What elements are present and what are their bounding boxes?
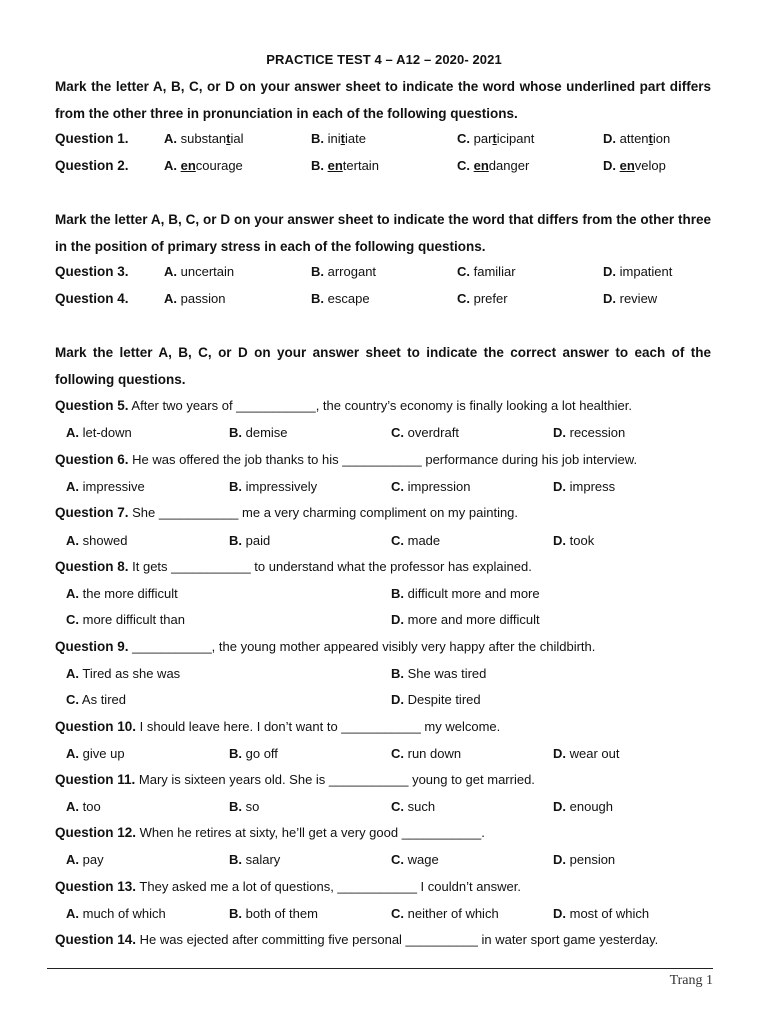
- question-1: [55, 131, 715, 157]
- question-13: Question 13. They asked me a lot of questions, ___________ I couldn’t answer.: [55, 879, 522, 894]
- option-a: A. Tired as she was: [66, 666, 181, 681]
- option-b: B. go off: [229, 746, 278, 761]
- question-14: Question 14. He was ejected after committing five personal __________ in water sport game yesterday.: [55, 932, 659, 947]
- option-b: B. salary: [229, 852, 281, 867]
- question-13-options: [66, 906, 726, 928]
- option-a: A. too: [66, 799, 101, 814]
- option-a: A. impressive: [66, 479, 145, 494]
- option-a: A. showed: [66, 533, 128, 548]
- question-2: [55, 158, 715, 184]
- option-d: D. more and more difficult: [391, 612, 540, 627]
- option-c: C. endanger: [457, 158, 530, 173]
- underlined-part: t: [492, 131, 497, 146]
- question-7: Question 7. She ___________ me a very charming compliment on my painting.: [55, 505, 519, 520]
- option-b: B. initiate: [311, 131, 366, 146]
- underlined-part: t: [340, 131, 345, 146]
- option-b: B. paid: [229, 533, 271, 548]
- question-9: Question 9. ___________, the young mother appeared visibly very happy after the childbirth.: [55, 639, 596, 654]
- question-label: Question 2.: [55, 158, 129, 173]
- option-a: A. passion: [164, 291, 226, 306]
- option-b: B. so: [229, 799, 260, 814]
- option-c: C. overdraft: [391, 425, 459, 440]
- option-d: D. most of which: [553, 906, 650, 921]
- question-10-options: [66, 746, 726, 768]
- option-c: C. run down: [391, 746, 462, 761]
- underlined-part: en: [619, 158, 635, 173]
- option-d: D. impatient: [603, 264, 673, 279]
- underlined-part: t: [648, 131, 653, 146]
- option-b: B. difficult more and more: [391, 586, 540, 601]
- option-d: D. took: [553, 533, 595, 548]
- question-11: Question 11. Mary is sixteen years old. She is ___________ young to get married.: [55, 772, 535, 787]
- question-10: Question 10. I should leave here. I don’t want to ___________ my welcome.: [55, 719, 501, 734]
- option-a: A. much of which: [66, 906, 166, 921]
- option-c: C. such: [391, 799, 436, 814]
- option-a: A. uncertain: [164, 264, 235, 279]
- question-label: Question 4.: [55, 291, 129, 306]
- underlined-part: t: [226, 131, 231, 146]
- option-d: D. enough: [553, 799, 614, 814]
- option-a: A. pay: [66, 852, 104, 867]
- underlined-part: en: [327, 158, 343, 173]
- option-d: D. review: [603, 291, 658, 306]
- option-b: B. entertain: [311, 158, 379, 173]
- option-b: B. escape: [311, 291, 370, 306]
- option-c: C. impression: [391, 479, 471, 494]
- option-c: C. prefer: [457, 291, 508, 306]
- section2-instruction: Mark the letter A, B, C, or D on your answer sheet to indicate the word that differs from the other three in the position of primary stress in each of the following questions.: [55, 212, 711, 254]
- option-c: C. As tired: [66, 692, 126, 707]
- question-label: Question 3.: [55, 264, 129, 279]
- question-7-options: [66, 533, 726, 555]
- option-c: C. neither of which: [391, 906, 499, 921]
- option-b: B. arrogant: [311, 264, 377, 279]
- question-9-options-row1: [66, 666, 726, 688]
- question-3: [55, 264, 715, 290]
- question-6: Question 6. He was offered the job thanks to his ___________ performance during his job interview.: [55, 452, 638, 467]
- question-12: Question 12. When he retires at sixty, he’ll get a very good ___________.: [55, 825, 485, 840]
- footer-divider: [47, 968, 713, 969]
- question-8-options-row2: [66, 612, 726, 634]
- option-a: A. the more difficult: [66, 586, 178, 601]
- option-b: B. demise: [229, 425, 288, 440]
- option-d: D. Despite tired: [391, 692, 481, 707]
- option-b: B. impressively: [229, 479, 318, 494]
- option-a: A. encourage: [164, 158, 243, 173]
- option-a: A. substantial: [164, 131, 244, 146]
- option-a: A. give up: [66, 746, 125, 761]
- option-a: A. let-down: [66, 425, 132, 440]
- underlined-part: en: [180, 158, 196, 173]
- question-12-options: [66, 852, 726, 874]
- option-d: D. envelop: [603, 158, 666, 173]
- question-5: Question 5. After two years of ___________, the country’s economy is finally looking a lot healthier.: [55, 398, 632, 413]
- page-title: PRACTICE TEST 4 – A12 – 2020- 2021: [266, 52, 502, 67]
- underlined-part: en: [473, 158, 489, 173]
- question-label: Question 1.: [55, 131, 129, 146]
- option-d: D. impress: [553, 479, 616, 494]
- option-d: D. pension: [553, 852, 616, 867]
- option-c: C. more difficult than: [66, 612, 185, 627]
- option-d: D. attention: [603, 131, 671, 146]
- page-number: Trang 1: [669, 973, 713, 988]
- section1-instruction: Mark the letter A, B, C, or D on your answer sheet to indicate the word whose underlined part differs from the other three in pronunciation in each of the following questions.: [55, 79, 711, 121]
- section3-instruction: Mark the letter A, B, C, or D on your answer sheet to indicate the correct answer to each of the following questions.: [55, 345, 711, 387]
- option-b: B. She was tired: [391, 666, 487, 681]
- option-d: D. wear out: [553, 746, 620, 761]
- option-c: C. made: [391, 533, 441, 548]
- question-8-options-row1: [66, 586, 726, 608]
- question-6-options: [66, 479, 726, 501]
- option-c: C. wage: [391, 852, 439, 867]
- question-5-options: [66, 425, 726, 447]
- question-8: Question 8. It gets ___________ to understand what the professor has explained.: [55, 559, 532, 574]
- option-d: D. recession: [553, 425, 626, 440]
- option-c: C. participant: [457, 131, 535, 146]
- question-11-options: [66, 799, 726, 821]
- option-c: C. familiar: [457, 264, 516, 279]
- option-b: B. both of them: [229, 906, 318, 921]
- question-4: [55, 291, 715, 317]
- question-9-options-row2: [66, 692, 726, 714]
